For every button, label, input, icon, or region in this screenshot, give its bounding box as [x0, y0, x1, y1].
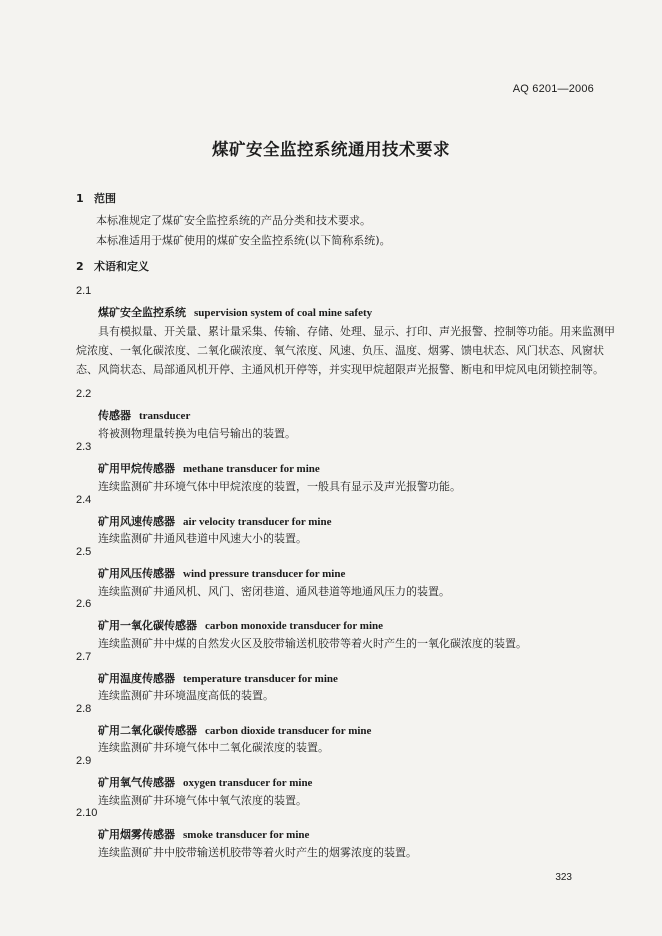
term-definition: 连续监测矿井通风巷道中风速大小的装置。: [98, 532, 307, 545]
term-entry: [98, 670, 338, 686]
term-chinese: 矿用氧气传感器: [98, 776, 175, 789]
clause-number: 2.6: [76, 598, 92, 610]
clause-number: 2.9: [76, 755, 92, 767]
term-english: air velocity transducer for mine: [183, 516, 332, 528]
term-definition: 连续监测矿井通风机、风门、密闭巷道、通风巷道等地通风压力的装置。: [98, 585, 450, 598]
page-number: 323: [555, 872, 572, 883]
section-title: 术语和定义: [94, 260, 149, 273]
clause-number: 2.5: [76, 546, 92, 558]
term-entry: [98, 826, 309, 842]
term-english: smoke transducer for mine: [183, 829, 310, 841]
term-english: temperature transducer for mine: [183, 673, 338, 685]
term-chinese: 矿用二氧化碳传感器: [98, 724, 197, 737]
term-chinese: 矿用风速传感器: [98, 515, 175, 528]
section-number: 1: [76, 192, 84, 205]
term-entry: [98, 774, 312, 790]
term-chinese: 矿用甲烷传感器: [98, 462, 175, 475]
term-chinese: 传感器: [98, 409, 131, 422]
clause-number: 2.3: [76, 441, 92, 453]
term-english: transducer: [139, 410, 191, 422]
term-chinese: 煤矿安全监控系统: [98, 306, 186, 319]
term-entry: [98, 460, 320, 476]
section-number: 2: [76, 260, 84, 273]
section-1-heading: [76, 190, 116, 206]
term-definition: 连续监测矿井环境气体中二氧化碳浓度的装置。: [98, 741, 329, 754]
section-1-paragraph: 本标准适用于煤矿使用的煤矿安全监控系统(以下简称系统)。: [96, 234, 391, 247]
term-entry: [98, 407, 190, 423]
section-title: 范围: [94, 192, 116, 205]
term-definition: 具有模拟量、开关量、累计量采集、传输、存储、处理、显示、打印、声光报警、控制等功能。用来监测甲烷浓度、一氧化碳浓度、二氧化碳浓度、氧气浓度、风速、负压、温度、烟雾、馈电状态、风门状态、风窗状态、风筒状态、局部通风机开停、主通风机开停等，并实现甲烷超限声光报警、断电和甲烷风电闭锁控制等。: [76, 325, 615, 376]
term-entry: [98, 513, 331, 529]
term-chinese: 矿用风压传感器: [98, 567, 175, 580]
term-definition: 将被测物理量转换为电信号输出的装置。: [98, 427, 296, 440]
term-entry: [98, 722, 371, 738]
section-2-heading: [76, 258, 149, 274]
term-english: carbon monoxide transducer for mine: [205, 620, 384, 632]
term-chinese: 矿用温度传感器: [98, 672, 175, 685]
clause-number: 2.1: [76, 285, 92, 297]
document-title: 煤矿安全监控系统通用技术要求: [212, 140, 450, 159]
term-english: wind pressure transducer for mine: [183, 568, 346, 580]
clause-number: 2.10: [76, 807, 98, 819]
clause-number: 2.7: [76, 651, 92, 663]
term-definition: 连续监测矿井中煤的自然发火区及胶带输送机胶带等着火时产生的一氧化碳浓度的装置。: [98, 637, 527, 650]
term-english: methane transducer for mine: [183, 463, 320, 475]
term-english: carbon dioxide transducer for mine: [205, 725, 372, 737]
term-entry: [98, 304, 372, 320]
term-english: oxygen transducer for mine: [183, 777, 313, 789]
term-definition: 连续监测矿井中胶带输送机胶带等着火时产生的烟雾浓度的装置。: [98, 846, 417, 859]
section-1-paragraph: 本标准规定了煤矿安全监控系统的产品分类和技术要求。: [96, 214, 371, 227]
standard-code: AQ 6201—2006: [512, 83, 594, 95]
term-english: supervision system of coal mine safety: [194, 307, 373, 319]
term-chinese: 矿用一氧化碳传感器: [98, 619, 197, 632]
term-definition: 连续监测矿井环境气体中甲烷浓度的装置，一般具有显示及声光报警功能。: [98, 480, 461, 493]
clause-number: 2.8: [76, 703, 92, 715]
term-definition: 连续监测矿井环境气体中氧气浓度的装置。: [98, 794, 307, 807]
term-definition: 连续监测矿井环境温度高低的装置。: [98, 689, 274, 702]
term-chinese: 矿用烟雾传感器: [98, 828, 175, 841]
clause-number: 2.2: [76, 388, 92, 400]
term-entry: [98, 565, 345, 581]
clause-number: 2.4: [76, 494, 92, 506]
term-entry: [98, 617, 383, 633]
